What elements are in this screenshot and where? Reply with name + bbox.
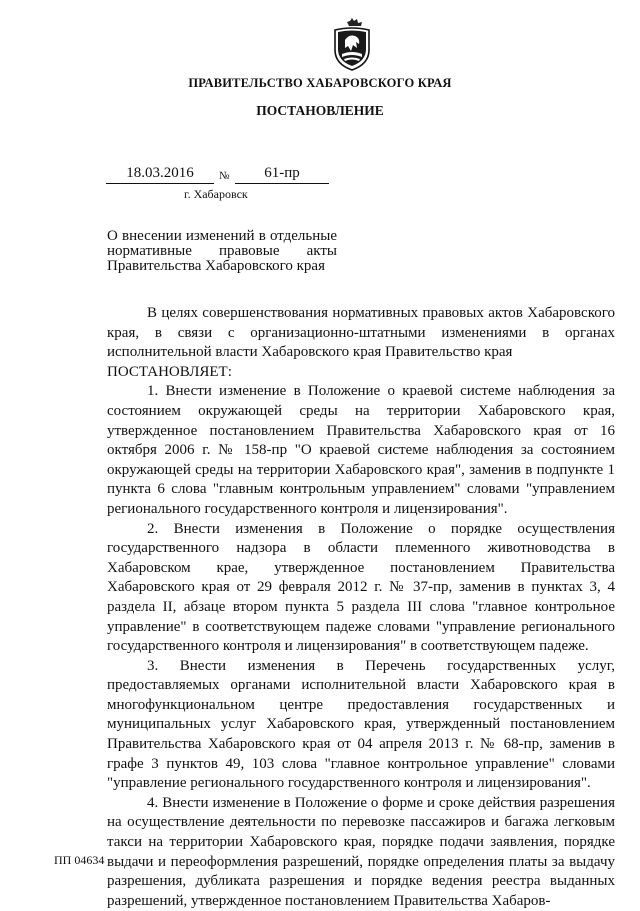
city: г. Хабаровск: [184, 187, 248, 201]
item-1: 1. Внести изменение в Положение о краевой системе наблюдения за состоянием окружающей среды на территории Хабаровского края, утвержденное постановлением Правительства Хабаровского края от 16 октября 2006 г. № 158-пр "О краевой системе наблюдения за состоянием окружающей среды на территории Хабаровского края", заменив в подпункте 1 пункта 6 слова "главным контрольным управлением" словами "управлением регионального государственного контроля и лицензирования".: [107, 383, 615, 517]
footer-code: ПП 04634: [54, 853, 105, 867]
coat-of-arms-icon: [329, 16, 375, 72]
document-body: [107, 304, 615, 911]
preamble: В целях совершенствования нормативных правовых актов Хабаровского края, в связи с организационно-штатными изменениями в органах исполнительной власти Хабаровского края Правительство края: [107, 305, 615, 361]
decree-word: ПОСТАНОВЛЯЕТ:: [107, 363, 232, 380]
document-number: 61-пр: [235, 165, 329, 184]
item-3: 3. Внести изменения в Перечень государственных услуг, предоставляемых органами исполнительной власти Хабаровского края в многофункциональном центре предоставления государственных и муниципальных услуг Хабаровского края, утвержденный постановлением Правительства Хабаровского края от 04 апреля 2013 г. № 68-пр, заменив в графе 3 пунктов 49, 103 слова "главное контрольное управление" словами "управление регионального государственного контроля и лицензирования".: [107, 657, 615, 792]
government-name: ПРАВИТЕЛЬСТВО ХАБАРОВСКОГО КРАЯ: [188, 76, 452, 90]
item-2: 2. Внести изменения в Положение о порядке осуществления государственного надзора в области племенного животноводства в Хабаровском крае, утвержденное постановлением Правительства Хабаровского края от 29 февраля 2012 г. № 37-пр, заменив в пунктах 3, 4 раздела II, абзаце втором пункта 5 раздела III слова "главное контрольное управление" в соответствующем падеже словами "управление регионального государственного контроля и лицензирования" в соответствующем падеже.: [107, 520, 615, 655]
number-sign: №: [219, 170, 230, 182]
item-4: 4. Внести изменение в Положение о форме и сроке действия разрешения на осуществление деятельности по перевозке пассажиров и багажа легковым такси на территории Хабаровского края, порядке подачи заявления, порядке выдачи и переоформления разрешений, порядке определения платы за выдачу разрешения, дубликата разрешения и порядке ведения реестра выданных разрешений, утвержденное постановлением Правительства Хабаров-: [107, 794, 615, 909]
document-type: ПОСТАНОВЛЕНИЕ: [256, 103, 384, 118]
document-date: 18.03.2016: [106, 165, 214, 184]
document-subject: О внесении изменений в отдельные нормативные правовые акты Правительства Хабаровского края: [107, 228, 337, 274]
